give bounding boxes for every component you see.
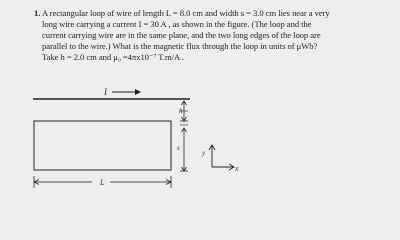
s-label: s (177, 144, 180, 152)
question-line-5: Take h = 2.0 cm and μ₀ =4πx10⁻⁷ T.m/A . (42, 52, 184, 62)
question-line-4: parallel to the wire.) What is the magnetic flux through the loop in units of μWb? (42, 41, 318, 51)
question-line-3: current carrying wire are in the same plane, and the two long edges of the loop are (42, 30, 321, 40)
rectangular-loop (34, 121, 171, 170)
question-line-1: A rectangular loop of wire of length L = 8.0 cm and width s = 3.0 cm lies near a very (42, 8, 330, 18)
question-number: 1. (34, 8, 41, 18)
x-axis-label: x (235, 164, 239, 173)
y-axis-label: y (202, 149, 206, 157)
coordinate-axes (209, 145, 234, 170)
s-dimension (180, 128, 188, 171)
current-label: I (104, 87, 107, 97)
length-label: L (100, 178, 105, 187)
h-label: h (179, 107, 183, 115)
question-line-2: long wire carrying a current I = 30 A , as shown in the figure. (The loop and the (42, 19, 312, 29)
